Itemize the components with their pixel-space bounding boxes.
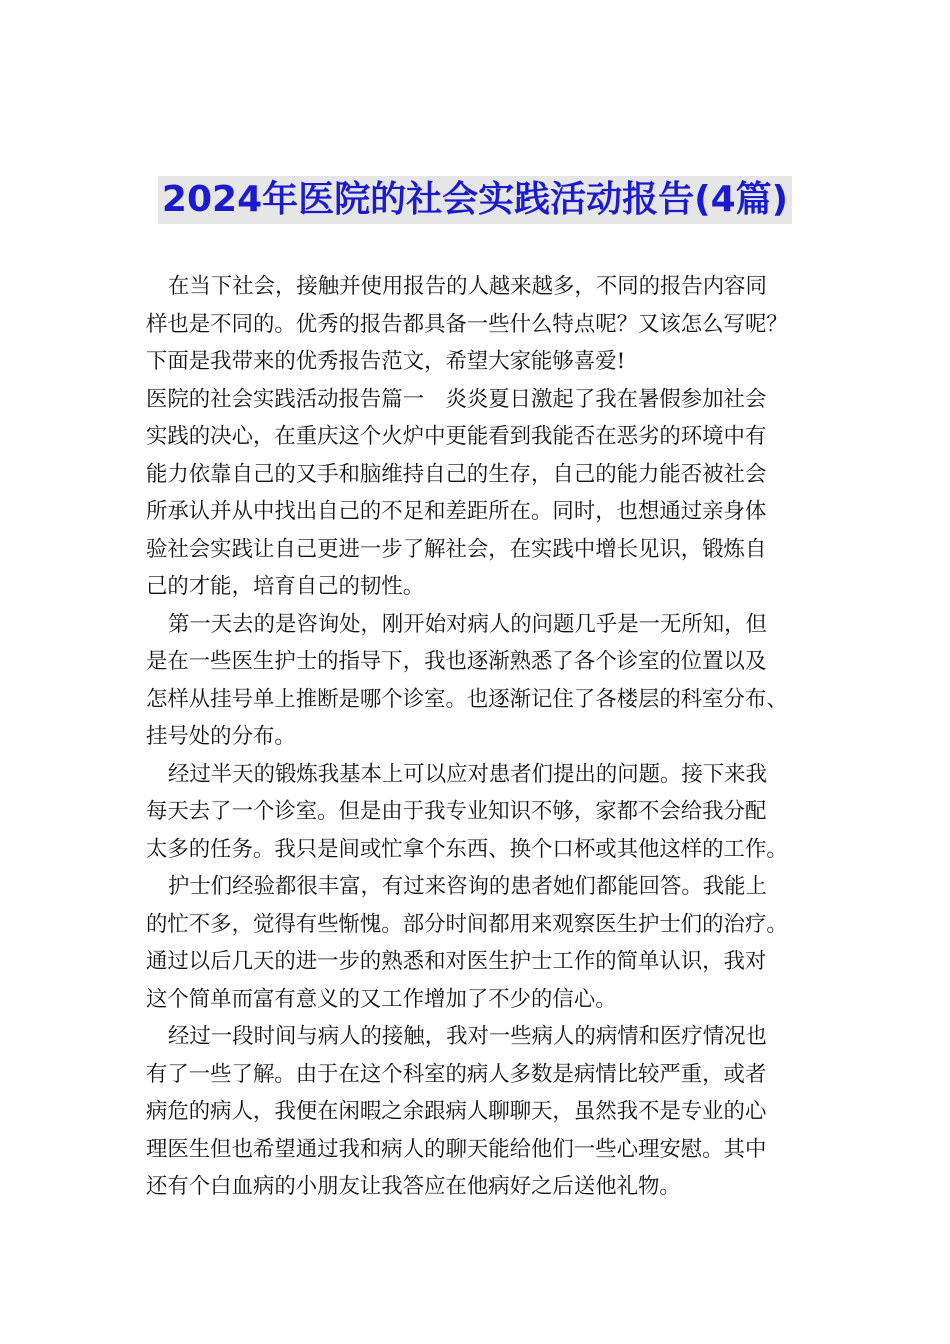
text-line: 这个简单而富有意义的又工作增加了不少的信心。 (146, 986, 617, 1012)
text-line: 经过一段时间与病人的接触，我对一些病人的病情和医疗情况也 (168, 1024, 767, 1049)
text-line: 的忙不多，觉得有些惭愧。部分时间都用来观察医生护士们的治疗。 (146, 911, 788, 937)
text-line: 己的才能，培育自己的韧性。 (146, 574, 425, 599)
text-line: 所承认并从中找出自己的不足和差距所在。同时，也想通过亲身体 (146, 499, 767, 524)
text-line: 能力依靠自己的又手和脑维持自己的生存，自己的能力能否被社会 (146, 461, 767, 487)
text-line: 医院的社会实践活动报告篇一 炎炎夏日激起了我在暑假参加社会 (146, 386, 767, 412)
text-line: 病危的病人，我便在闲暇之余跟病人聊聊天，虽然我不是专业的心 (146, 1099, 767, 1124)
text-line: 还有个白血病的小朋友让我答应在他病好之后送他礼物。 (146, 1174, 681, 1199)
text-line: 经过半天的锻炼我基本上可以应对患者们提出的问题。接下来我 (168, 761, 767, 787)
text-line: 有了一些了解。由于在这个科室的病人多数是病情比较严重，或者 (146, 1061, 767, 1087)
text-line: 实践的决心，在重庆这个火炉中更能看到我能否在恶劣的环境中有 (146, 424, 767, 449)
text-line: 挂号处的分布。 (146, 724, 296, 749)
text-line: 太多的任务。我只是间或忙拿个东西、换个口杯或其他这样的工作。 (146, 836, 788, 862)
text-line: 理医生但也希望通过我和病人的聊天能给他们一些心理安慰。其中 (146, 1136, 767, 1162)
text-line: 是在一些医生护士的指导下，我也逐渐熟悉了各个诊室的位置以及 (146, 649, 767, 674)
text-line: 在当下社会，接触并使用报告的人越来越多，不同的报告内容同 (168, 274, 767, 299)
text-line: 下面是我带来的优秀报告范文，希望大家能够喜爱! (146, 349, 626, 374)
document-title: 2024年医院的社会实践活动报告(4篇) (158, 176, 792, 224)
text-line: 怎样从挂号单上推断是哪个诊室。也逐渐记住了各楼层的科室分布、 (146, 686, 788, 712)
text-line: 样也是不同的。优秀的报告都具备一些什么特点呢？又该怎么写呢？ (146, 311, 788, 337)
text-line: 每天去了一个诊室。但是由于我专业知识不够，家都不会给我分配 (146, 799, 767, 824)
text-line: 验社会实践让自己更进一步了解社会，在实践中增长见识，锻炼自 (146, 536, 767, 562)
title-container (0, 176, 950, 224)
text-line: 护士们经验都很丰富，有过来咨询的患者她们都能回答。我能上 (168, 874, 767, 899)
text-line: 第一天去的是咨询处，刚开始对病人的问题几乎是一无所知，但 (168, 611, 767, 637)
document-body (146, 268, 814, 1206)
text-line: 通过以后几天的进一步的熟悉和对医生护士工作的简单认识，我对 (146, 949, 767, 974)
